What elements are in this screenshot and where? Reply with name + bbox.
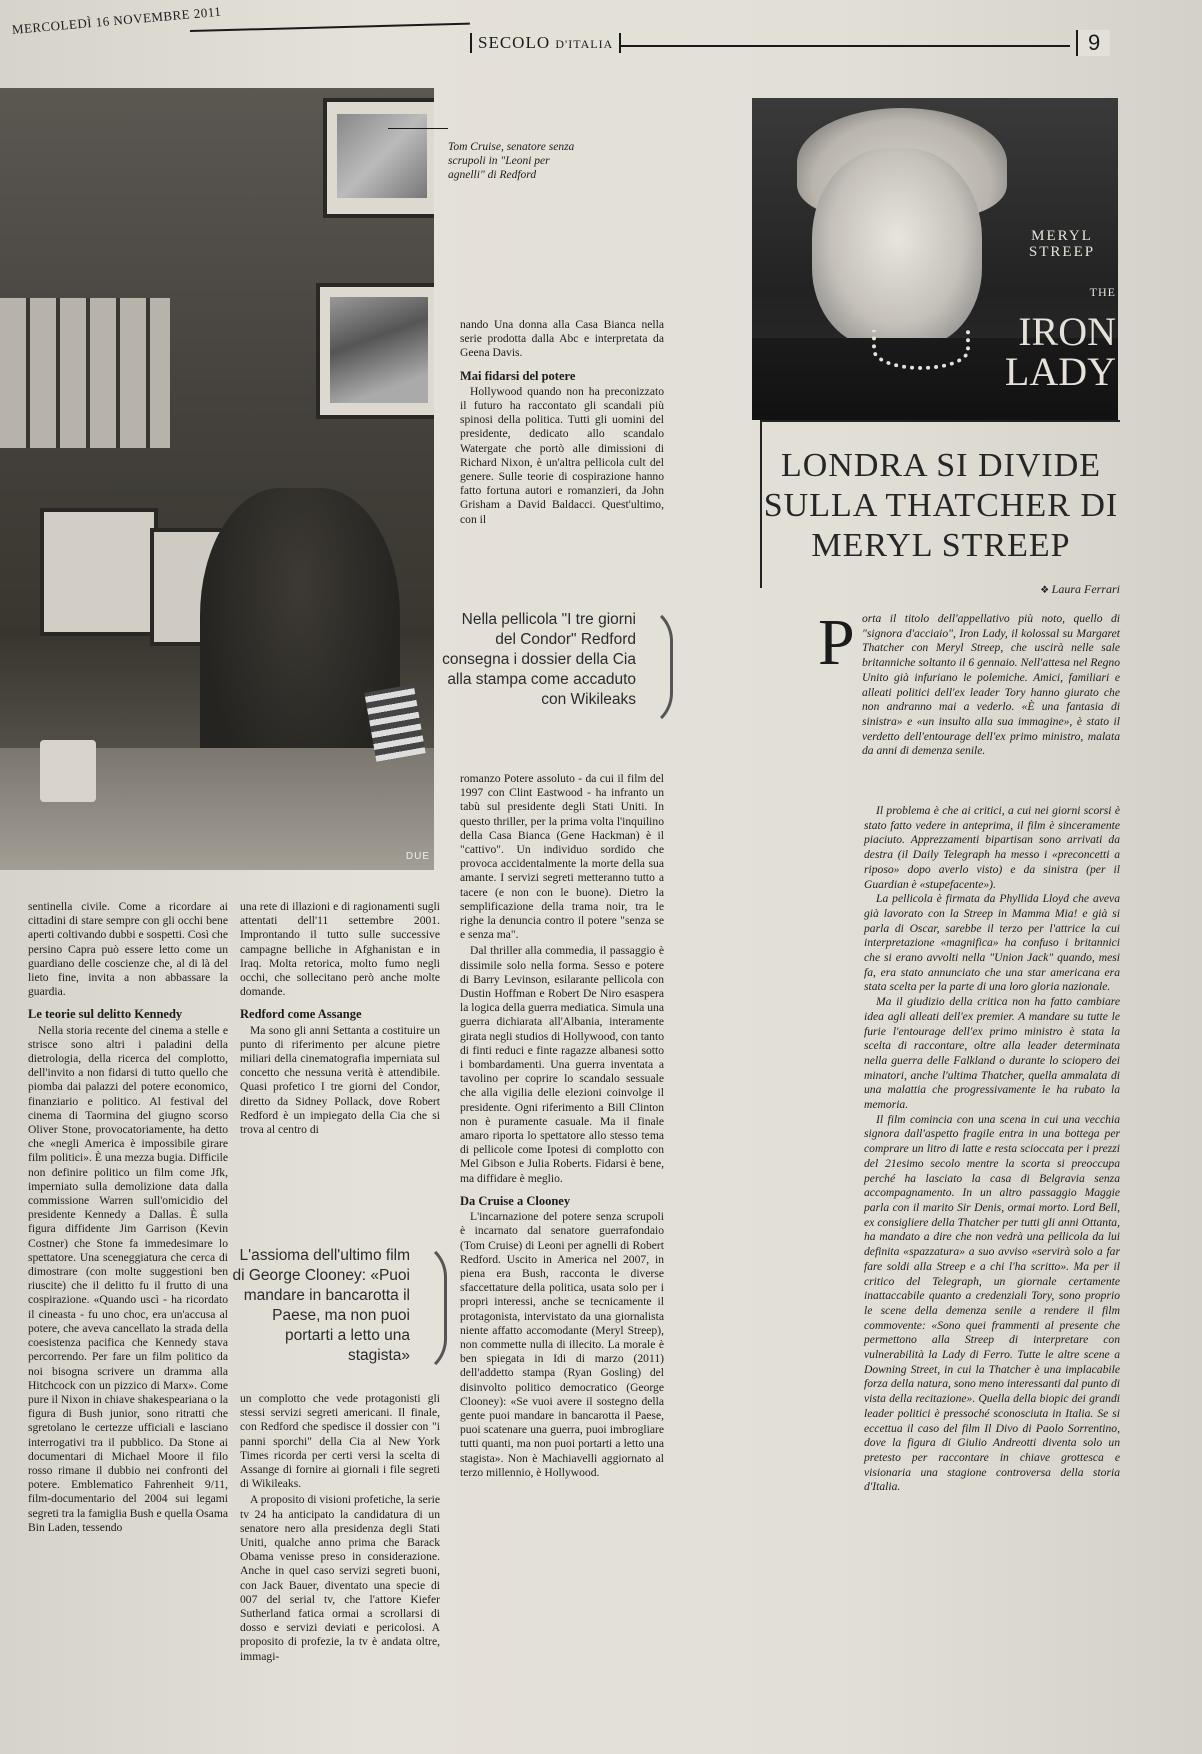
paragraph: La pellicola è firmata da Phyllida Lloyd che aveva già lavorato con la Streep in Mamma Mia! e già si parla di Oscar, sarebbe il terzo per l'attrice la cui interpretazione «magnifica» ha confuso i britannici che si erano avvolti nella "Union Jack" quando, mesi fa, era stato annunciato che una star americana era stata scelta per la parte di una loro gloria nazionale. <box>864 892 1120 994</box>
header-rule-left <box>190 23 470 32</box>
paragraph: Il problema è che ai critici, a cui nei giorni scorsi è stato fatto vedere in anteprima, il film è sinceramente piaciuto. Apprezzamenti bipartisan sono arrivati da destra (il Daily Telegraph ha messo i «preconcetti a riposo» dopo averlo visto) e da sinistra (per il Guardian è «stupefacente»). <box>864 804 1120 891</box>
pull-quote-bracket <box>410 1240 447 1376</box>
paragraph: Il film comincia con una scena in cui una vecchia signora dall'aspetto fragile entra in una bottega per comprare un litro di latte e resta scioccata per i prezzi del 21esimo secolo mentre la scorta si preoccupa perché ha lasciato la casa di Belgravia senza accompagnamento. In un altro passaggio Maggie parla con il marito Sir Denis, ormai morto. Lord Bell, ex consigliere della Thatcher per tutti gli anni Ottanta, ha mandato a dire che non vedrà una pellicola da lui definita «spazzatura» a suo avviso «servirà solo a far fare soldi alla Streep e a chi l'ha scritto». Ma per il critico del Telegraph, un giornale certamente inattaccabile quanto a credenziali Tory, sono proprio le scene della demenza senile a rendere il film commovente: «Sono quei frammenti al presente che permettono alla Streep di interpretare con vulnerabilità la Lady di Ferro. Tutte le altre scene a Downing Street, in cui la Thatcher è una implacabile forza della natura, sono meno interessanti dal punto di vista della recitazione». Quella della biopic dei grandi leader politici è pressoché sconosciuta in Italia. Se si eccettua il caso del film Il Divo di Paolo Sorrentino, dove la figura di Giulio Andreotti diventa solo un pretesto per raccontare in chiave grottesca e visionaria una stagione controversa della storia d'Italia. <box>864 1112 1120 1494</box>
drop-cap: P <box>818 606 855 679</box>
pull-quote <box>224 1246 410 1366</box>
article-column-2-bottom <box>240 1392 440 1666</box>
paragraph: L'incarnazione del potere senza scrupoli è incarnato dal senatore guerrafondaio (Tom Cruise) di Leoni per agnelli di Robert Redford. Uscito in America nel 2007, in piena era Bush, racconta le diverse sfaccettature della politica, usata solo per i propri interessi, anche se tecnicamente il protagonista, intervistato da una giornalista niente affatto accomodante (Meryl Streep), non commette nulla di illecito. La morale è ben spiegata in Idi di marzo (2011) dell'addetto stampa (Ryan Gosling) del disinvolto politico democratico (George Clooney): «Se vuoi avere il sostegno della gente puoi mandare in bancarotta il Paese, puoi scatenare una guerra, puoi imbrogliare tutti quanti, ma non puoi portarti a letto una stagista». Non è Machiavelli aggiornato al terzo millennio, è Hollywood. <box>460 1210 664 1479</box>
desk-photo-frame <box>40 508 158 636</box>
caption-pointer <box>388 128 448 129</box>
us-flag <box>364 684 425 762</box>
office-photo <box>0 88 434 870</box>
poster-title <box>990 268 1116 392</box>
pull-quote-text: L'assioma dell'ultimo film di George Clooney: «Puoi mandare in bancarotta il Paese, ma non puoi portarti a letto una stagista» <box>232 1247 410 1364</box>
article-column-2-top <box>240 900 440 1139</box>
paragraph: Ma sono gli anni Settanta a costituire un punto di riferimento per alcune pietre miliari della cinematografia imperniata sul concetto che nessuna verità è attendibile. Quasi profetico I tre giorni del Condor, diretto da Sidney Pollack, dove Robert Redford è un impiegato della Cia che si trova al centro di <box>240 1023 440 1137</box>
pull-quote-text: Nella pellicola "I tre giorni del Condor" Redford consegna i dossier della Cia alla stampa come accaduto con Wikileaks <box>442 611 636 708</box>
iron-lady-poster <box>752 98 1118 420</box>
office-window <box>0 298 170 448</box>
poster-face <box>812 148 982 348</box>
pull-quote <box>440 610 636 710</box>
subheading: Redford come Assange <box>240 1007 362 1022</box>
masthead-small: D'ITALIA <box>555 37 614 51</box>
paragraph: Ma il giudizio della critica non ha fatto cambiare idea agli alleati dell'ex premier. A mandare su tutte le furie l'entourage dell'ex primo ministro è stata la scelta di raccontare, oltre alla leader determinata nella guerra delle Falkland o durante lo sciopero dei minatori, anche l'ultima Thatcher, quella ammalata di una malattia che progressivamente le ha rubato la memoria. <box>864 995 1120 1112</box>
byline <box>960 582 1120 597</box>
pearl-necklace <box>872 330 970 370</box>
paragraph: un complotto che vede protagonisti gli stessi servizi segreti americani. Il finale, con Redford che spedisce il dossier con "i panni sporchi" della Cia al New York Times ricorda per certi versi la scelta di Assange di fornire ai giornali i file segreti di Wikileaks. <box>240 1392 440 1491</box>
masthead <box>470 33 621 53</box>
wall-photo-frame <box>316 283 434 419</box>
paragraph: sentinella civile. Come a ricordare ai cittadini di stare sempre con gli occhi bene aperti coltivando dubbi e sospetti. Così che persino Capra può essere letto come un guardiano delle coscienze che, al di là del lieto fine, invita a non abbassare la guardia. <box>28 900 228 999</box>
article-column-3-top <box>460 318 664 529</box>
headline: LONDRA SI DIVIDE SULLA THATCHER DI MERYL STREEP <box>763 447 1119 564</box>
photo-caption: Tom Cruise, senatore senza scrupoli in "Leoni per agnelli" di Redford <box>448 141 575 181</box>
byline-author: Laura Ferrari <box>1051 582 1120 596</box>
issue-date: MERCOLEDÌ 16 NOVEMBRE 2011 <box>11 3 222 37</box>
poster-the: THE <box>1089 284 1116 299</box>
pull-quote-bracket <box>636 604 673 730</box>
paragraph: orta il titolo dell'appellativo più noto, quello di "signora d'acciaio", Iron Lady, il kolossal su Margaret Thatcher con Meryl Streep, che uscirà nelle sale britanniche soltanto il 6 gennaio. Nell'attesa nel Regno Unito già infuriano le polemiche. Amici, familiari e alleati politici dell'ex leader Tory hanno giurato che non andranno mai a vederlo. «È una fantasia di sinistra» e «un insulto alla sua immagine», è stato il verdetto dell'entourage dell'ex primo ministro, malata da anni di demenza senile. <box>862 612 1120 758</box>
paragraph: A proposito di visioni profetiche, la serie tv 24 ha anticipato la candidatura di un senatore nero alla presidenza degli Stati Uniti, qualche anno prima che Barack Obama venisse preso in considerazione. Anche in quel caso servizi segreti buoni, con Jack Bauer, diventato una specie di 007 del serial tv, che l'attore Kiefer Sutherland fatica ormai a scrollarsi di dosso e servizi deviati e pericolosi. A proposito di profezie, la tv è andata oltre, immagi- <box>240 1493 440 1663</box>
page-number: 9 <box>1076 30 1110 56</box>
wall-photo-frame <box>323 98 434 218</box>
paragraph: nando Una donna alla Casa Bianca nella serie prodotta dalla Abc e interpretata da Geena Davis. <box>460 318 664 360</box>
poster-title-text: IRON LADY <box>1004 308 1116 394</box>
subheading: Mai fidarsi del potere <box>460 368 576 383</box>
article-right-body <box>864 804 1120 1495</box>
paragraph: Hollywood quando non ha preconizzato il futuro ha raccontato gli scandali più spinosi della politica. Tutti gli uomini del presidente, dedicato allo scandalo Watergate che portò alle dimissioni di Richard Nixon, è un'altra pellicola cult del genere. Sulle teorie di cospirazione hanno fatto fortuna autori e romanzieri, da John Grisham a David Baldacci. Quest'ultimo, con il <box>460 384 664 526</box>
paragraph: una rete di illazioni e di ragionamenti sugli attentati dell'11 settembre 2001. Improntando il tutto sulle successive campagne belliche in Afghanistan e in Iraq. Molta retorica, molto fumo negli occhi, che sollecitano però anche molte domande. <box>240 900 440 999</box>
subheading: Le teorie sul delitto Kennedy <box>28 1007 183 1022</box>
subheading: Da Cruise a Clooney <box>460 1193 571 1208</box>
byline-bullet-icon: ❖ <box>1040 585 1052 596</box>
photo-credit: DUE <box>405 851 430 862</box>
article-column-3 <box>460 772 664 1482</box>
paragraph: Nella storia recente del cinema a stelle e strisce sono altri i paladini della dietrologia, della ricerca del complotto, dell'invito a non fidarsi di tutto quello che piomba dai palazzi del potere economico, finanziario e politico. Al festival del cinema di Taormina del giugno scorso Oliver Stone, provocatoriamente, ha detto che «negli America è impossibile girare film politici». È una mezza bugia. Difficile non definire politico un film come Jfk, imperniato sulla demolizione data dalla commissione Warren sull'omicidio del presidente Kennedy a Dallas. È sulla figura diffidente Jim Garrison (Kevin Costner) che Stone fa immedesimare lo spettatore. Una sceneggiatura che cerca di dimostrare (con molte suggestioni ben riuscite) che il delitto fu il frutto di una cospirazione. «Quando uscì - ha ricordato il cineasta - fu uno choc, era un'accusa al potere, che aveva cancellato la strada della coesistenza pacifica che Kennedy stava percorrendo. Per fare un film politico da noi bisogna scrivere un dramma alla Hitchcock con un pizzico di Marx». Come pure il Nixon in chiave shakespeariana o la figura di Bush junior, sono ritratti che sgretolano le certezze ufficiali e lasciano interrogativi tra il pubblico. Da Stone ai documentari di Michael Moore il filo rosso rimane il dubbio nei confronti del potere. Emblematico Fahrenheit 9/11, film-documentario del 2004 sui legami segreti tra la famiglia Bush e quella Osama Bin Laden, tessendo <box>28 1023 228 1534</box>
article-column-1 <box>28 900 228 1537</box>
paragraph: romanzo Potere assoluto - da cui il film del 1997 con Clint Eastwood - ha infranto un tabù sul presidente degli Stati Uniti. In questo thriller, per la prima volta l'inquilino della Casa Bianca (Gene Hackman) è il "cattivo". Un individuo sordido che provoca accidentalmente la morte della sua amante. I servizi segreti metteranno tutto a tacere (e non con le buone). Dietro la semplificazione della trama noir, tra le righe la denuncia contro il potere "senza se e senza ma". <box>460 772 664 942</box>
masthead-main: SECOLO <box>478 33 551 52</box>
article-right-intro <box>862 612 1120 759</box>
paragraph: Dal thriller alla commedia, il passaggio è dissimile solo nella forma. Sesso e potere di Barry Levinson, esilarante pellicola con Dustin Hoffman e Robert De Niro esaspera la logica della guerra mediatica. Simula una guerra dichiarata all'Albania, interamente girata negli studios di Hollywood, con tanto di finti reduci e finte ragazze albanesi sotto i bombardamenti. Una guerra inventata a tavolino per coprire lo scandalo sessuale che alla vigilia delle elezioni coinvolge il presidente. Ogni riferimento a Bill Clinton non è puramente casuale. Ma il finale amaro riporta lo spettatore allo stesso tema di pellicole come Ipotesi di complotto con Mel Gibson e Julia Roberts. Fidarsi è bene, ma diffidare è meglio. <box>460 944 664 1185</box>
poster-actor: MERYL STREEP <box>1028 228 1096 260</box>
mug <box>40 740 96 802</box>
